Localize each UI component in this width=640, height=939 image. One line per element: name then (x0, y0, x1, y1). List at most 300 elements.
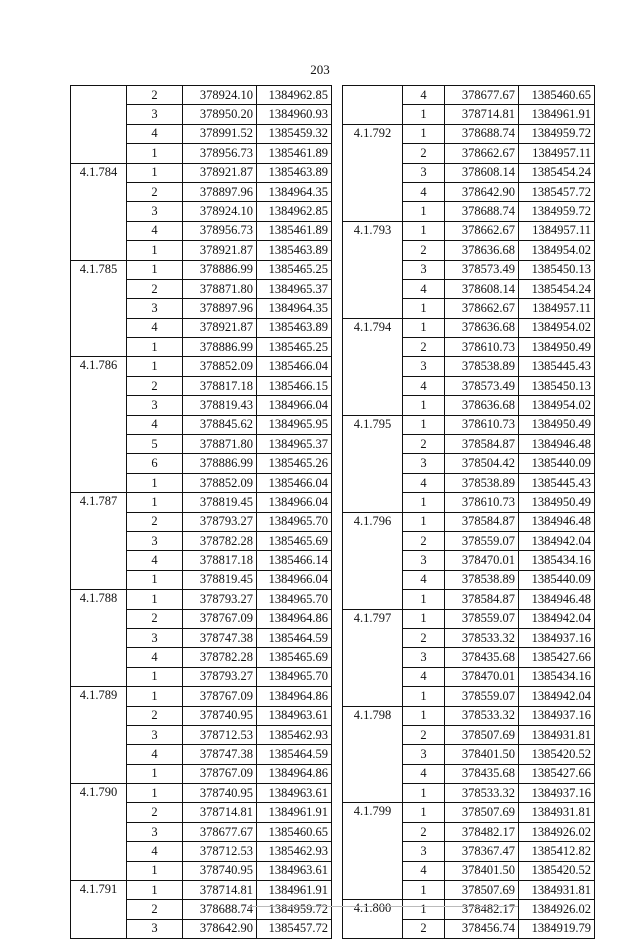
point-number: 3 (403, 745, 445, 764)
y-coordinate: 1384931.81 (519, 725, 595, 744)
y-coordinate: 1385450.13 (519, 376, 595, 395)
point-number: 2 (403, 531, 445, 550)
point-number: 1 (403, 706, 445, 725)
point-number: 1 (127, 881, 183, 900)
point-number: 6 (127, 454, 183, 473)
point-number: 2 (127, 706, 183, 725)
y-coordinate: 1385465.25 (257, 260, 332, 279)
point-number: 1 (127, 260, 183, 279)
y-coordinate: 1385461.89 (257, 221, 332, 240)
x-coordinate: 378662.67 (445, 221, 519, 240)
table-row (71, 86, 332, 105)
point-number: 4 (403, 667, 445, 686)
y-coordinate: 1385466.14 (257, 551, 332, 570)
point-number: 4 (403, 376, 445, 395)
point-number: 1 (403, 221, 445, 240)
point-number: 3 (403, 648, 445, 667)
x-coordinate: 378793.27 (183, 667, 257, 686)
x-coordinate: 378367.47 (445, 842, 519, 861)
point-number: 1 (403, 318, 445, 337)
x-coordinate: 378747.38 (183, 628, 257, 647)
parcel-id: 4.1.785 (71, 260, 127, 357)
y-coordinate: 1385463.89 (257, 318, 332, 337)
x-coordinate: 378688.74 (445, 124, 519, 143)
point-number: 2 (403, 435, 445, 454)
y-coordinate: 1384961.91 (257, 881, 332, 900)
point-number: 2 (403, 338, 445, 357)
table-row (343, 706, 595, 725)
y-coordinate: 1385457.72 (519, 182, 595, 201)
point-number: 1 (127, 590, 183, 609)
parcel-id: 4.1.794 (343, 318, 403, 415)
y-coordinate: 1384966.04 (257, 493, 332, 512)
point-number: 1 (403, 900, 445, 919)
point-number: 4 (127, 221, 183, 240)
y-coordinate: 1384919.79 (519, 919, 595, 938)
x-coordinate: 378852.09 (183, 357, 257, 376)
point-number: 1 (127, 667, 183, 686)
point-number: 1 (127, 493, 183, 512)
point-number: 1 (403, 415, 445, 434)
y-coordinate: 1385420.52 (519, 861, 595, 880)
y-coordinate: 1384946.48 (519, 590, 595, 609)
point-number: 2 (127, 803, 183, 822)
point-number: 1 (127, 163, 183, 182)
y-coordinate: 1384964.86 (257, 764, 332, 783)
parcel-id: 4.1.800 (343, 900, 403, 939)
x-coordinate: 378470.01 (445, 667, 519, 686)
y-coordinate: 1384931.81 (519, 803, 595, 822)
x-coordinate: 378559.07 (445, 531, 519, 550)
point-number: 3 (127, 202, 183, 221)
y-coordinate: 1384965.37 (257, 435, 332, 454)
point-number: 1 (127, 764, 183, 783)
x-coordinate: 378636.68 (445, 396, 519, 415)
table-row (71, 784, 332, 803)
point-number: 3 (127, 822, 183, 841)
point-number: 3 (127, 919, 183, 938)
x-coordinate: 378817.18 (183, 376, 257, 395)
y-coordinate: 1384962.85 (257, 86, 332, 105)
y-coordinate: 1384961.91 (257, 803, 332, 822)
point-number: 2 (127, 86, 183, 105)
point-number: 1 (403, 124, 445, 143)
y-coordinate: 1385465.69 (257, 648, 332, 667)
x-coordinate: 378482.17 (445, 822, 519, 841)
y-coordinate: 1384965.37 (257, 279, 332, 298)
x-coordinate: 378747.38 (183, 745, 257, 764)
x-coordinate: 378871.80 (183, 435, 257, 454)
x-coordinate: 378782.28 (183, 648, 257, 667)
y-coordinate: 1384946.48 (519, 512, 595, 531)
parcel-id (71, 86, 127, 164)
parcel-id: 4.1.787 (71, 493, 127, 590)
y-coordinate: 1385454.24 (519, 279, 595, 298)
x-coordinate: 378712.53 (183, 725, 257, 744)
table-row (343, 803, 595, 822)
y-coordinate: 1384959.72 (519, 124, 595, 143)
y-coordinate: 1385427.66 (519, 648, 595, 667)
y-coordinate: 1385440.09 (519, 570, 595, 589)
x-coordinate: 378714.81 (445, 105, 519, 124)
parcel-id: 4.1.786 (71, 357, 127, 493)
point-number: 1 (403, 512, 445, 531)
x-coordinate: 378662.67 (445, 144, 519, 163)
y-coordinate: 1385462.93 (257, 842, 332, 861)
y-coordinate: 1385434.16 (519, 667, 595, 686)
y-coordinate: 1385465.26 (257, 454, 332, 473)
point-number: 4 (403, 279, 445, 298)
parcel-id: 4.1.789 (71, 687, 127, 784)
y-coordinate: 1385466.15 (257, 376, 332, 395)
y-coordinate: 1384963.61 (257, 861, 332, 880)
y-coordinate: 1384960.93 (257, 105, 332, 124)
point-number: 2 (127, 512, 183, 531)
point-number: 3 (403, 551, 445, 570)
y-coordinate: 1384957.11 (519, 299, 595, 318)
x-coordinate: 378956.73 (183, 144, 257, 163)
point-number: 1 (403, 396, 445, 415)
x-coordinate: 378871.80 (183, 279, 257, 298)
table-row (343, 415, 595, 434)
y-coordinate: 1384966.04 (257, 396, 332, 415)
point-number: 3 (403, 357, 445, 376)
x-coordinate: 378559.07 (445, 609, 519, 628)
x-coordinate: 378688.74 (183, 900, 257, 919)
y-coordinate: 1385459.32 (257, 124, 332, 143)
point-number: 2 (127, 279, 183, 298)
point-number: 2 (403, 628, 445, 647)
y-coordinate: 1384964.35 (257, 299, 332, 318)
point-number: 3 (403, 260, 445, 279)
page-bottom-rule (248, 906, 518, 907)
x-coordinate: 378897.96 (183, 299, 257, 318)
point-number: 1 (403, 881, 445, 900)
x-coordinate: 378688.74 (445, 202, 519, 221)
point-number: 1 (127, 473, 183, 492)
point-number: 1 (403, 784, 445, 803)
x-coordinate: 378714.81 (183, 803, 257, 822)
y-coordinate: 1384961.91 (519, 105, 595, 124)
point-number: 4 (403, 182, 445, 201)
point-number: 3 (127, 531, 183, 550)
x-coordinate: 378956.73 (183, 221, 257, 240)
y-coordinate: 1385450.13 (519, 260, 595, 279)
x-coordinate: 378677.67 (445, 86, 519, 105)
x-coordinate: 378435.68 (445, 648, 519, 667)
point-number: 1 (403, 493, 445, 512)
coordinates-table-left (70, 85, 332, 939)
point-number: 1 (127, 687, 183, 706)
table-row (71, 357, 332, 376)
y-coordinate: 1385434.16 (519, 551, 595, 570)
x-coordinate: 378886.99 (183, 260, 257, 279)
x-coordinate: 378924.10 (183, 202, 257, 221)
x-coordinate: 378533.32 (445, 784, 519, 803)
table-row (71, 493, 332, 512)
point-number: 2 (403, 725, 445, 744)
point-number: 3 (403, 163, 445, 182)
y-coordinate: 1384964.86 (257, 687, 332, 706)
point-number: 1 (403, 609, 445, 628)
y-coordinate: 1385466.04 (257, 473, 332, 492)
x-coordinate: 378991.52 (183, 124, 257, 143)
x-coordinate: 378740.95 (183, 784, 257, 803)
point-number: 3 (127, 725, 183, 744)
point-number: 3 (127, 299, 183, 318)
point-number: 4 (403, 570, 445, 589)
point-number: 1 (127, 144, 183, 163)
x-coordinate: 378470.01 (445, 551, 519, 570)
y-coordinate: 1384965.70 (257, 667, 332, 686)
y-coordinate: 1384942.04 (519, 687, 595, 706)
x-coordinate: 378767.09 (183, 687, 257, 706)
point-number: 4 (127, 842, 183, 861)
table-row (71, 163, 332, 182)
x-coordinate: 378819.43 (183, 396, 257, 415)
y-coordinate: 1385457.72 (257, 919, 332, 938)
x-coordinate: 378662.67 (445, 299, 519, 318)
y-coordinate: 1384964.86 (257, 609, 332, 628)
parcel-id: 4.1.796 (343, 512, 403, 609)
point-number: 5 (127, 435, 183, 454)
x-coordinate: 378533.32 (445, 628, 519, 647)
y-coordinate: 1384954.02 (519, 241, 595, 260)
y-coordinate: 1384937.16 (519, 784, 595, 803)
point-number: 4 (403, 86, 445, 105)
x-coordinate: 378636.68 (445, 241, 519, 260)
point-number: 1 (127, 357, 183, 376)
y-coordinate: 1384937.16 (519, 706, 595, 725)
x-coordinate: 378740.95 (183, 861, 257, 880)
table-row (71, 687, 332, 706)
table-row (343, 124, 595, 143)
y-coordinate: 1385463.89 (257, 163, 332, 182)
table-row (71, 260, 332, 279)
point-number: 4 (403, 473, 445, 492)
point-number: 4 (403, 861, 445, 880)
y-coordinate: 1385462.93 (257, 725, 332, 744)
point-number: 4 (127, 648, 183, 667)
x-coordinate: 378533.32 (445, 706, 519, 725)
x-coordinate: 378886.99 (183, 454, 257, 473)
y-coordinate: 1384962.85 (257, 202, 332, 221)
y-coordinate: 1384959.72 (257, 900, 332, 919)
point-number: 3 (403, 842, 445, 861)
y-coordinate: 1384950.49 (519, 415, 595, 434)
x-coordinate: 378504.42 (445, 454, 519, 473)
point-number: 1 (127, 861, 183, 880)
x-coordinate: 378793.27 (183, 590, 257, 609)
parcel-id: 4.1.797 (343, 609, 403, 706)
point-number: 2 (403, 144, 445, 163)
x-coordinate: 378767.09 (183, 609, 257, 628)
y-coordinate: 1384950.49 (519, 493, 595, 512)
x-coordinate: 378845.62 (183, 415, 257, 434)
parcel-id: 4.1.791 (71, 881, 127, 939)
y-coordinate: 1385420.52 (519, 745, 595, 764)
x-coordinate: 378677.67 (183, 822, 257, 841)
y-coordinate: 1385440.09 (519, 454, 595, 473)
table-row (343, 512, 595, 531)
y-coordinate: 1384926.02 (519, 822, 595, 841)
point-number: 1 (403, 687, 445, 706)
point-number: 1 (127, 784, 183, 803)
page-number: 203 (310, 62, 330, 77)
y-coordinate: 1384942.04 (519, 609, 595, 628)
point-number: 4 (127, 745, 183, 764)
x-coordinate: 378507.69 (445, 803, 519, 822)
table-row (71, 590, 332, 609)
point-number: 2 (403, 241, 445, 260)
x-coordinate: 378610.73 (445, 415, 519, 434)
y-coordinate: 1385445.43 (519, 357, 595, 376)
y-coordinate: 1384954.02 (519, 318, 595, 337)
x-coordinate: 378538.89 (445, 570, 519, 589)
x-coordinate: 378573.49 (445, 376, 519, 395)
y-coordinate: 1384964.35 (257, 182, 332, 201)
point-number: 4 (127, 551, 183, 570)
y-coordinate: 1384937.16 (519, 628, 595, 647)
x-coordinate: 378610.73 (445, 338, 519, 357)
parcel-id: 4.1.790 (71, 784, 127, 881)
y-coordinate: 1384926.02 (519, 900, 595, 919)
x-coordinate: 378852.09 (183, 473, 257, 492)
table-row (343, 900, 595, 919)
y-coordinate: 1384959.72 (519, 202, 595, 221)
point-number: 4 (127, 415, 183, 434)
x-coordinate: 378482.17 (445, 900, 519, 919)
y-coordinate: 1385460.65 (257, 822, 332, 841)
point-number: 2 (127, 900, 183, 919)
x-coordinate: 378584.87 (445, 435, 519, 454)
x-coordinate: 378584.87 (445, 590, 519, 609)
y-coordinate: 1385427.66 (519, 764, 595, 783)
point-number: 4 (403, 764, 445, 783)
y-coordinate: 1385464.59 (257, 745, 332, 764)
point-number: 1 (127, 570, 183, 589)
parcel-id: 4.1.799 (343, 803, 403, 900)
y-coordinate: 1385460.65 (519, 86, 595, 105)
point-number: 3 (403, 454, 445, 473)
x-coordinate: 378921.87 (183, 241, 257, 260)
x-coordinate: 378435.68 (445, 764, 519, 783)
x-coordinate: 378886.99 (183, 338, 257, 357)
point-number: 1 (403, 803, 445, 822)
x-coordinate: 378559.07 (445, 687, 519, 706)
table-row (343, 609, 595, 628)
y-coordinate: 1384965.95 (257, 415, 332, 434)
point-number: 3 (127, 105, 183, 124)
parcel-id: 4.1.788 (71, 590, 127, 687)
point-number: 3 (127, 628, 183, 647)
table-row (71, 881, 332, 900)
y-coordinate: 1384966.04 (257, 570, 332, 589)
point-number: 1 (127, 241, 183, 260)
x-coordinate: 378740.95 (183, 706, 257, 725)
x-coordinate: 378712.53 (183, 842, 257, 861)
table-row (343, 221, 595, 240)
x-coordinate: 378538.89 (445, 357, 519, 376)
x-coordinate: 378608.14 (445, 163, 519, 182)
point-number: 4 (127, 124, 183, 143)
x-coordinate: 378924.10 (183, 86, 257, 105)
y-coordinate: 1384942.04 (519, 531, 595, 550)
x-coordinate: 378819.45 (183, 493, 257, 512)
parcel-id: 4.1.795 (343, 415, 403, 512)
y-coordinate: 1385465.25 (257, 338, 332, 357)
point-number: 3 (127, 396, 183, 415)
coordinates-table-right (342, 85, 595, 939)
point-number: 2 (403, 919, 445, 938)
table-row (343, 318, 595, 337)
x-coordinate: 378507.69 (445, 725, 519, 744)
point-number: 1 (403, 590, 445, 609)
x-coordinate: 378610.73 (445, 493, 519, 512)
point-number: 2 (403, 822, 445, 841)
point-number: 1 (403, 299, 445, 318)
y-coordinate: 1384957.11 (519, 144, 595, 163)
parcel-id: 4.1.793 (343, 221, 403, 318)
y-coordinate: 1384963.61 (257, 784, 332, 803)
x-coordinate: 378584.87 (445, 512, 519, 531)
x-coordinate: 378401.50 (445, 745, 519, 764)
x-coordinate: 378793.27 (183, 512, 257, 531)
x-coordinate: 378538.89 (445, 473, 519, 492)
y-coordinate: 1385465.69 (257, 531, 332, 550)
x-coordinate: 378921.87 (183, 163, 257, 182)
y-coordinate: 1385464.59 (257, 628, 332, 647)
y-coordinate: 1385445.43 (519, 473, 595, 492)
x-coordinate: 378642.90 (445, 182, 519, 201)
x-coordinate: 378897.96 (183, 182, 257, 201)
y-coordinate: 1384965.70 (257, 590, 332, 609)
point-number: 4 (127, 318, 183, 337)
parcel-id: 4.1.798 (343, 706, 403, 803)
x-coordinate: 378401.50 (445, 861, 519, 880)
x-coordinate: 378767.09 (183, 764, 257, 783)
y-coordinate: 1385461.89 (257, 144, 332, 163)
y-coordinate: 1384946.48 (519, 435, 595, 454)
x-coordinate: 378573.49 (445, 260, 519, 279)
y-coordinate: 1384965.70 (257, 512, 332, 531)
parcel-id: 4.1.784 (71, 163, 127, 260)
parcel-id (343, 86, 403, 125)
x-coordinate: 378456.74 (445, 919, 519, 938)
y-coordinate: 1385466.04 (257, 357, 332, 376)
x-coordinate: 378714.81 (183, 881, 257, 900)
x-coordinate: 378819.45 (183, 570, 257, 589)
point-number: 1 (403, 105, 445, 124)
point-number: 2 (127, 376, 183, 395)
point-number: 2 (127, 609, 183, 628)
x-coordinate: 378507.69 (445, 881, 519, 900)
x-coordinate: 378950.20 (183, 105, 257, 124)
x-coordinate: 378921.87 (183, 318, 257, 337)
table-row (343, 86, 595, 105)
x-coordinate: 378782.28 (183, 531, 257, 550)
y-coordinate: 1384954.02 (519, 396, 595, 415)
x-coordinate: 378636.68 (445, 318, 519, 337)
y-coordinate: 1385463.89 (257, 241, 332, 260)
x-coordinate: 378608.14 (445, 279, 519, 298)
point-number: 1 (403, 202, 445, 221)
parcel-id: 4.1.792 (343, 124, 403, 221)
point-number: 2 (127, 182, 183, 201)
y-coordinate: 1384931.81 (519, 881, 595, 900)
x-coordinate: 378817.18 (183, 551, 257, 570)
point-number: 1 (127, 338, 183, 357)
